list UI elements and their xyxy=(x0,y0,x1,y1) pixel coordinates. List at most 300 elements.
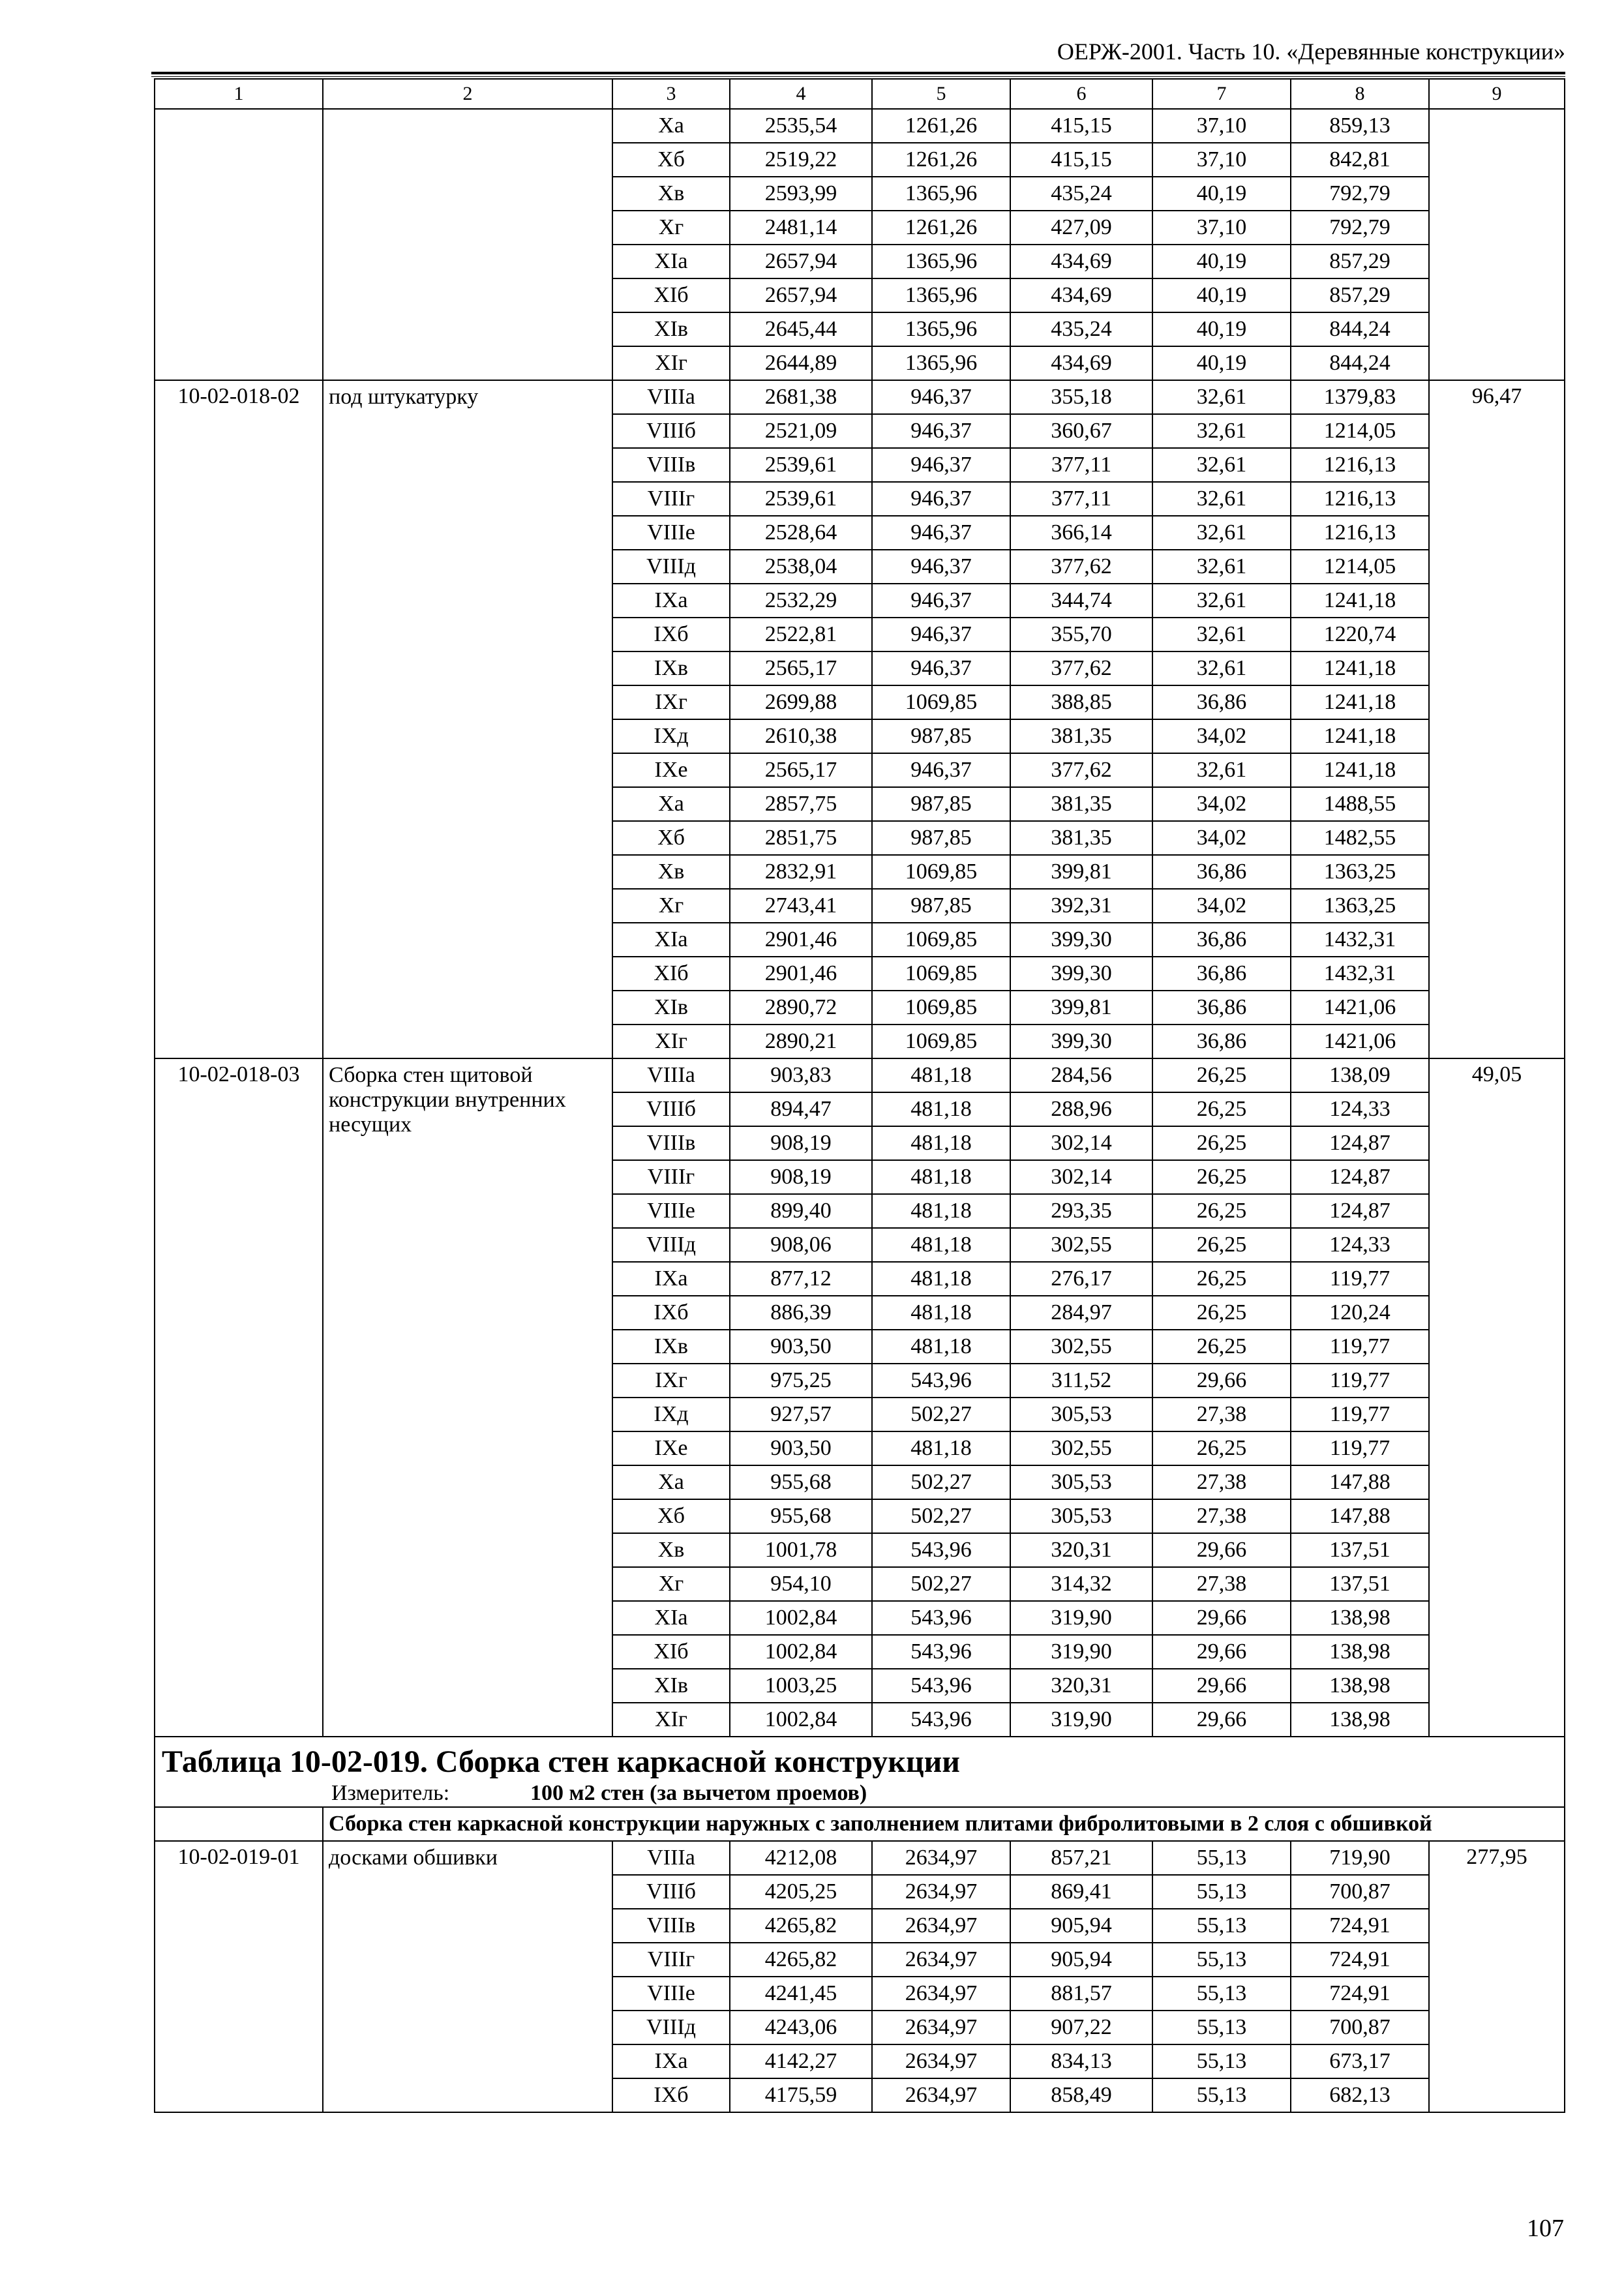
value-cell: 1421,06 xyxy=(1291,991,1429,1025)
value-cell: 381,35 xyxy=(1010,821,1152,855)
value-cell: 29,66 xyxy=(1152,1364,1291,1398)
value-cell: IXв xyxy=(612,651,730,685)
value-cell: 1214,05 xyxy=(1291,550,1429,584)
value-cell: 2528,64 xyxy=(730,516,872,550)
value-cell: 119,77 xyxy=(1291,1364,1429,1398)
value-cell: 1241,18 xyxy=(1291,651,1429,685)
value-cell: 1365,96 xyxy=(872,278,1010,312)
value-cell: 2832,91 xyxy=(730,855,872,889)
value-cell: 481,18 xyxy=(872,1160,1010,1194)
value-cell: XIa xyxy=(612,923,730,957)
value-cell: 32,61 xyxy=(1152,482,1291,516)
value-cell: 27,38 xyxy=(1152,1567,1291,1601)
value-cell: 1003,25 xyxy=(730,1669,872,1703)
value-cell: 844,24 xyxy=(1291,346,1429,380)
value-cell: 32,61 xyxy=(1152,584,1291,618)
value-cell: 55,13 xyxy=(1152,2011,1291,2044)
value-cell: 399,81 xyxy=(1010,855,1152,889)
value-cell: 55,13 xyxy=(1152,2078,1291,2112)
column-number-cell: 4 xyxy=(730,79,872,109)
value-cell: 320,31 xyxy=(1010,1533,1152,1567)
value-cell: XIг xyxy=(612,1703,730,1737)
value-cell: 987,85 xyxy=(872,889,1010,923)
value-cell: 2890,72 xyxy=(730,991,872,1025)
value-cell: 1001,78 xyxy=(730,1533,872,1567)
value-cell: 543,96 xyxy=(872,1635,1010,1669)
value-cell: 2521,09 xyxy=(730,414,872,448)
value-cell: 29,66 xyxy=(1152,1601,1291,1635)
value-cell: 903,83 xyxy=(730,1058,872,1092)
value-cell: 481,18 xyxy=(872,1194,1010,1228)
value-cell: 673,17 xyxy=(1291,2044,1429,2078)
value-cell: 36,86 xyxy=(1152,1025,1291,1058)
value-cell: 987,85 xyxy=(872,787,1010,821)
value-cell: 1069,85 xyxy=(872,1025,1010,1058)
value-cell: 724,91 xyxy=(1291,1909,1429,1943)
value-cell: 1241,18 xyxy=(1291,584,1429,618)
measurer-value: 100 м2 стен (за вычетом проемов) xyxy=(530,1781,867,1805)
section-empty-cell xyxy=(155,1807,323,1841)
value-cell: 857,29 xyxy=(1291,278,1429,312)
value-cell: 355,18 xyxy=(1010,380,1152,414)
table-row xyxy=(155,1058,1565,1092)
value-cell: 724,91 xyxy=(1291,1943,1429,1977)
value-cell: IXг xyxy=(612,685,730,719)
value-cell: 29,66 xyxy=(1152,1635,1291,1669)
value-cell: 355,70 xyxy=(1010,618,1152,651)
value-cell: 1216,13 xyxy=(1291,448,1429,482)
value-cell: 481,18 xyxy=(872,1330,1010,1364)
value-cell: 4243,06 xyxy=(730,2011,872,2044)
value-cell: 724,91 xyxy=(1291,1977,1429,2011)
section-row xyxy=(155,1807,1565,1841)
value-cell: 40,19 xyxy=(1152,346,1291,380)
value-cell: 40,19 xyxy=(1152,177,1291,211)
value-cell: 877,12 xyxy=(730,1262,872,1296)
value-cell: 26,25 xyxy=(1152,1160,1291,1194)
value-cell: 40,19 xyxy=(1152,312,1291,346)
value-cell: 34,02 xyxy=(1152,889,1291,923)
value-cell: 399,81 xyxy=(1010,991,1152,1025)
value-cell: 857,21 xyxy=(1010,1841,1152,1875)
value-cell: 293,35 xyxy=(1010,1194,1152,1228)
page-number: 107 xyxy=(1527,2215,1564,2242)
value-cell: XIв xyxy=(612,312,730,346)
table-row xyxy=(155,380,1565,414)
value-cell: 2890,21 xyxy=(730,1025,872,1058)
value-cell: 2634,97 xyxy=(872,2078,1010,2112)
value-cell: 903,50 xyxy=(730,1330,872,1364)
value-cell: 2645,44 xyxy=(730,312,872,346)
value-cell: 908,19 xyxy=(730,1126,872,1160)
value-cell: 344,74 xyxy=(1010,584,1152,618)
value-cell: 955,68 xyxy=(730,1465,872,1499)
value-cell: 908,19 xyxy=(730,1160,872,1194)
value-cell: 36,86 xyxy=(1152,957,1291,991)
col9-cell: 49,05 xyxy=(1429,1058,1565,1737)
value-cell: VIIIб xyxy=(612,414,730,448)
value-cell: IXг xyxy=(612,1364,730,1398)
value-cell: 1261,26 xyxy=(872,211,1010,245)
column-number-cell: 7 xyxy=(1152,79,1291,109)
value-cell: 2634,97 xyxy=(872,1943,1010,1977)
value-cell: 399,30 xyxy=(1010,1025,1152,1058)
value-cell: 859,13 xyxy=(1291,109,1429,143)
value-cell: XIб xyxy=(612,1635,730,1669)
value-cell: 284,56 xyxy=(1010,1058,1152,1092)
value-cell: 124,87 xyxy=(1291,1194,1429,1228)
table-title-row xyxy=(155,1737,1565,1807)
value-cell: 381,35 xyxy=(1010,719,1152,753)
table-title: Таблица 10-02-019. Сборка стен каркасной конструкции xyxy=(162,1744,960,1779)
value-cell: 32,61 xyxy=(1152,414,1291,448)
value-cell: 276,17 xyxy=(1010,1262,1152,1296)
value-cell: 36,86 xyxy=(1152,991,1291,1025)
value-cell: 1432,31 xyxy=(1291,923,1429,957)
value-cell: 119,77 xyxy=(1291,1431,1429,1465)
value-cell: 1482,55 xyxy=(1291,821,1429,855)
value-cell: 946,37 xyxy=(872,584,1010,618)
value-cell: 1214,05 xyxy=(1291,414,1429,448)
value-cell: VIIIв xyxy=(612,1909,730,1943)
value-cell: 946,37 xyxy=(872,482,1010,516)
value-cell: 55,13 xyxy=(1152,1909,1291,1943)
value-cell: 119,77 xyxy=(1291,1330,1429,1364)
value-cell: 138,09 xyxy=(1291,1058,1429,1092)
value-cell: 40,19 xyxy=(1152,245,1291,278)
value-cell: XIб xyxy=(612,278,730,312)
value-cell: Xб xyxy=(612,143,730,177)
value-cell: 2681,38 xyxy=(730,380,872,414)
value-cell: VIIIг xyxy=(612,1160,730,1194)
value-cell: Xa xyxy=(612,1465,730,1499)
value-cell: 1365,96 xyxy=(872,245,1010,278)
value-cell: 55,13 xyxy=(1152,1875,1291,1909)
value-cell: 543,96 xyxy=(872,1533,1010,1567)
value-cell: 1002,84 xyxy=(730,1601,872,1635)
value-cell: 138,98 xyxy=(1291,1669,1429,1703)
value-cell: 834,13 xyxy=(1010,2044,1152,2078)
value-cell: 360,67 xyxy=(1010,414,1152,448)
column-number-cell: 9 xyxy=(1429,79,1565,109)
value-cell: VIIIe xyxy=(612,1977,730,2011)
value-cell: 29,66 xyxy=(1152,1669,1291,1703)
value-cell: 147,88 xyxy=(1291,1499,1429,1533)
col9-cell: 277,95 xyxy=(1429,1841,1565,2112)
value-cell: 1365,96 xyxy=(872,346,1010,380)
value-cell: IXa xyxy=(612,1262,730,1296)
value-cell: 29,66 xyxy=(1152,1703,1291,1737)
value-cell: VIIIб xyxy=(612,1092,730,1126)
value-cell: 1241,18 xyxy=(1291,685,1429,719)
value-cell: 302,55 xyxy=(1010,1330,1152,1364)
value-cell: 481,18 xyxy=(872,1262,1010,1296)
value-cell: 881,57 xyxy=(1010,1977,1152,2011)
value-cell: 1220,74 xyxy=(1291,618,1429,651)
value-cell: 1365,96 xyxy=(872,177,1010,211)
value-cell: 2519,22 xyxy=(730,143,872,177)
value-cell: 34,02 xyxy=(1152,719,1291,753)
price-table-body xyxy=(155,79,1565,2112)
value-cell: 37,10 xyxy=(1152,211,1291,245)
value-cell: 377,62 xyxy=(1010,550,1152,584)
value-cell: 2634,97 xyxy=(872,2011,1010,2044)
value-cell: 1365,96 xyxy=(872,312,1010,346)
value-cell: 26,25 xyxy=(1152,1228,1291,1262)
value-cell: 1379,83 xyxy=(1291,380,1429,414)
value-cell: XIг xyxy=(612,1025,730,1058)
value-cell: 147,88 xyxy=(1291,1465,1429,1499)
value-cell: 36,86 xyxy=(1152,923,1291,957)
value-cell: 543,96 xyxy=(872,1364,1010,1398)
value-cell: 26,25 xyxy=(1152,1058,1291,1092)
column-number-cell: 2 xyxy=(323,79,612,109)
value-cell: 4142,27 xyxy=(730,2044,872,2078)
value-cell: 1002,84 xyxy=(730,1635,872,1669)
value-cell: 1261,26 xyxy=(872,109,1010,143)
value-cell: Xa xyxy=(612,787,730,821)
value-cell: 32,61 xyxy=(1152,618,1291,651)
value-cell: 2657,94 xyxy=(730,278,872,312)
value-cell: 40,19 xyxy=(1152,278,1291,312)
value-cell: 399,30 xyxy=(1010,923,1152,957)
value-cell: 32,61 xyxy=(1152,753,1291,787)
value-cell: IXa xyxy=(612,2044,730,2078)
value-cell: 427,09 xyxy=(1010,211,1152,245)
value-cell: VIIIe xyxy=(612,516,730,550)
value-cell: 955,68 xyxy=(730,1499,872,1533)
value-cell: XIa xyxy=(612,1601,730,1635)
value-cell: VIIIд xyxy=(612,1228,730,1262)
value-cell: 1069,85 xyxy=(872,855,1010,889)
section-title: Сборка стен каркасной конструкции наружных с заполнением плитами фибролитовыми в 2 слоя с обшивкой xyxy=(323,1807,1565,1841)
value-cell: 502,27 xyxy=(872,1499,1010,1533)
value-cell: 2901,46 xyxy=(730,957,872,991)
value-cell: 481,18 xyxy=(872,1126,1010,1160)
value-cell: 481,18 xyxy=(872,1431,1010,1465)
value-cell: 32,61 xyxy=(1152,380,1291,414)
value-cell: 844,24 xyxy=(1291,312,1429,346)
value-cell: 27,38 xyxy=(1152,1398,1291,1431)
value-cell: 37,10 xyxy=(1152,143,1291,177)
value-cell: IXa xyxy=(612,584,730,618)
value-cell: 32,61 xyxy=(1152,516,1291,550)
value-cell: 2699,88 xyxy=(730,685,872,719)
value-cell: 435,24 xyxy=(1010,177,1152,211)
value-cell: XIв xyxy=(612,1669,730,1703)
value-cell: IXд xyxy=(612,719,730,753)
column-number-row xyxy=(155,79,1565,109)
value-cell: IXб xyxy=(612,2078,730,2112)
value-cell: 399,30 xyxy=(1010,957,1152,991)
value-cell: 32,61 xyxy=(1152,448,1291,482)
price-table xyxy=(154,78,1565,2113)
value-cell: 435,24 xyxy=(1010,312,1152,346)
value-cell: 1069,85 xyxy=(872,957,1010,991)
value-cell: 700,87 xyxy=(1291,1875,1429,1909)
value-cell: 4212,08 xyxy=(730,1841,872,1875)
value-cell: 2657,94 xyxy=(730,245,872,278)
value-cell: 946,37 xyxy=(872,380,1010,414)
value-cell: 4241,45 xyxy=(730,1977,872,2011)
value-cell: Xв xyxy=(612,855,730,889)
value-cell: VIIIa xyxy=(612,380,730,414)
header-rule xyxy=(151,72,1565,77)
value-cell: 26,25 xyxy=(1152,1194,1291,1228)
value-cell: 288,96 xyxy=(1010,1092,1152,1126)
col9-cell: 96,47 xyxy=(1429,380,1565,1058)
value-cell: 392,31 xyxy=(1010,889,1152,923)
column-number-cell: 1 xyxy=(155,79,323,109)
value-cell: 2539,61 xyxy=(730,482,872,516)
value-cell: VIIIг xyxy=(612,1943,730,1977)
value-cell: 894,47 xyxy=(730,1092,872,1126)
column-number-cell: 8 xyxy=(1291,79,1429,109)
value-cell: VIIIд xyxy=(612,550,730,584)
value-cell: IXe xyxy=(612,753,730,787)
value-cell: 138,98 xyxy=(1291,1703,1429,1737)
value-cell: 1241,18 xyxy=(1291,719,1429,753)
code-cell: 10-02-019-01 xyxy=(155,1841,323,2112)
name-cell xyxy=(323,109,612,380)
value-cell: 946,37 xyxy=(872,753,1010,787)
value-cell: 34,02 xyxy=(1152,821,1291,855)
value-cell: 2743,41 xyxy=(730,889,872,923)
value-cell: IXe xyxy=(612,1431,730,1465)
value-cell: 2538,04 xyxy=(730,550,872,584)
value-cell: Xв xyxy=(612,1533,730,1567)
value-cell: 302,14 xyxy=(1010,1160,1152,1194)
table-row xyxy=(155,109,1565,143)
value-cell: 719,90 xyxy=(1291,1841,1429,1875)
value-cell: 543,96 xyxy=(872,1669,1010,1703)
value-cell: 987,85 xyxy=(872,719,1010,753)
value-cell: XIв xyxy=(612,991,730,1025)
value-cell: Xг xyxy=(612,211,730,245)
name-cell: под штукатурку xyxy=(323,380,612,1058)
value-cell: VIIIa xyxy=(612,1058,730,1092)
value-cell: IXб xyxy=(612,618,730,651)
value-cell: 34,02 xyxy=(1152,787,1291,821)
value-cell: VIIIв xyxy=(612,448,730,482)
value-cell: 314,32 xyxy=(1010,1567,1152,1601)
value-cell: 899,40 xyxy=(730,1194,872,1228)
value-cell: 319,90 xyxy=(1010,1601,1152,1635)
value-cell: XIa xyxy=(612,245,730,278)
value-cell: 2565,17 xyxy=(730,651,872,685)
value-cell: 37,10 xyxy=(1152,109,1291,143)
value-cell: 502,27 xyxy=(872,1465,1010,1499)
value-cell: 415,15 xyxy=(1010,109,1152,143)
value-cell: 27,38 xyxy=(1152,1499,1291,1533)
value-cell: VIIIд xyxy=(612,2011,730,2044)
value-cell: 502,27 xyxy=(872,1398,1010,1431)
value-cell: Xг xyxy=(612,889,730,923)
value-cell: 1363,25 xyxy=(1291,889,1429,923)
value-cell: 481,18 xyxy=(872,1296,1010,1330)
value-cell: 908,06 xyxy=(730,1228,872,1262)
value-cell: 1421,06 xyxy=(1291,1025,1429,1058)
value-cell: 1432,31 xyxy=(1291,957,1429,991)
value-cell: 1261,26 xyxy=(872,143,1010,177)
value-cell: 55,13 xyxy=(1152,2044,1291,2078)
column-number-cell: 6 xyxy=(1010,79,1152,109)
value-cell: 320,31 xyxy=(1010,1669,1152,1703)
value-cell: VIIIe xyxy=(612,1194,730,1228)
value-cell: 2644,89 xyxy=(730,346,872,380)
value-cell: 415,15 xyxy=(1010,143,1152,177)
value-cell: 434,69 xyxy=(1010,278,1152,312)
value-cell: 2593,99 xyxy=(730,177,872,211)
value-cell: 907,22 xyxy=(1010,2011,1152,2044)
value-cell: 377,11 xyxy=(1010,448,1152,482)
value-cell: IXд xyxy=(612,1398,730,1431)
value-cell: 2851,75 xyxy=(730,821,872,855)
value-cell: 26,25 xyxy=(1152,1431,1291,1465)
code-cell xyxy=(155,109,323,380)
value-cell: 137,51 xyxy=(1291,1533,1429,1567)
value-cell: IXб xyxy=(612,1296,730,1330)
value-cell: 946,37 xyxy=(872,651,1010,685)
value-cell: 36,86 xyxy=(1152,685,1291,719)
value-cell: XIб xyxy=(612,957,730,991)
value-cell: 2857,75 xyxy=(730,787,872,821)
value-cell: 138,98 xyxy=(1291,1601,1429,1635)
value-cell: 2634,97 xyxy=(872,1875,1010,1909)
value-cell: 27,38 xyxy=(1152,1465,1291,1499)
measurer-label: Измеритель: xyxy=(331,1781,450,1805)
value-cell: 842,81 xyxy=(1291,143,1429,177)
value-cell: 903,50 xyxy=(730,1431,872,1465)
value-cell: 2535,54 xyxy=(730,109,872,143)
value-cell: 377,62 xyxy=(1010,651,1152,685)
value-cell: 4205,25 xyxy=(730,1875,872,1909)
value-cell: 26,25 xyxy=(1152,1296,1291,1330)
value-cell: 2522,81 xyxy=(730,618,872,651)
value-cell: 481,18 xyxy=(872,1228,1010,1262)
value-cell: 26,25 xyxy=(1152,1126,1291,1160)
value-cell: 55,13 xyxy=(1152,1841,1291,1875)
value-cell: 2634,97 xyxy=(872,1841,1010,1875)
code-cell: 10-02-018-02 xyxy=(155,380,323,1058)
value-cell: 55,13 xyxy=(1152,1943,1291,1977)
column-number-cell: 3 xyxy=(612,79,730,109)
value-cell: 434,69 xyxy=(1010,245,1152,278)
value-cell: 946,37 xyxy=(872,414,1010,448)
value-cell: 377,11 xyxy=(1010,482,1152,516)
value-cell: 55,13 xyxy=(1152,1977,1291,2011)
value-cell: VIIIг xyxy=(612,482,730,516)
value-cell: VIIIб xyxy=(612,1875,730,1909)
value-cell: 2610,38 xyxy=(730,719,872,753)
value-cell: Xa xyxy=(612,109,730,143)
value-cell: 1488,55 xyxy=(1291,787,1429,821)
value-cell: 124,33 xyxy=(1291,1228,1429,1262)
value-cell: 119,77 xyxy=(1291,1262,1429,1296)
value-cell: XIг xyxy=(612,346,730,380)
name-cell: досками обшивки xyxy=(323,1841,612,2112)
value-cell: 36,86 xyxy=(1152,855,1291,889)
value-cell: Xг xyxy=(612,1567,730,1601)
value-cell: Xб xyxy=(612,821,730,855)
value-cell: Xб xyxy=(612,1499,730,1533)
value-cell: 946,37 xyxy=(872,448,1010,482)
value-cell: 857,29 xyxy=(1291,245,1429,278)
value-cell: 946,37 xyxy=(872,618,1010,651)
value-cell: 26,25 xyxy=(1152,1330,1291,1364)
value-cell: 543,96 xyxy=(872,1703,1010,1737)
value-cell: 502,27 xyxy=(872,1567,1010,1601)
